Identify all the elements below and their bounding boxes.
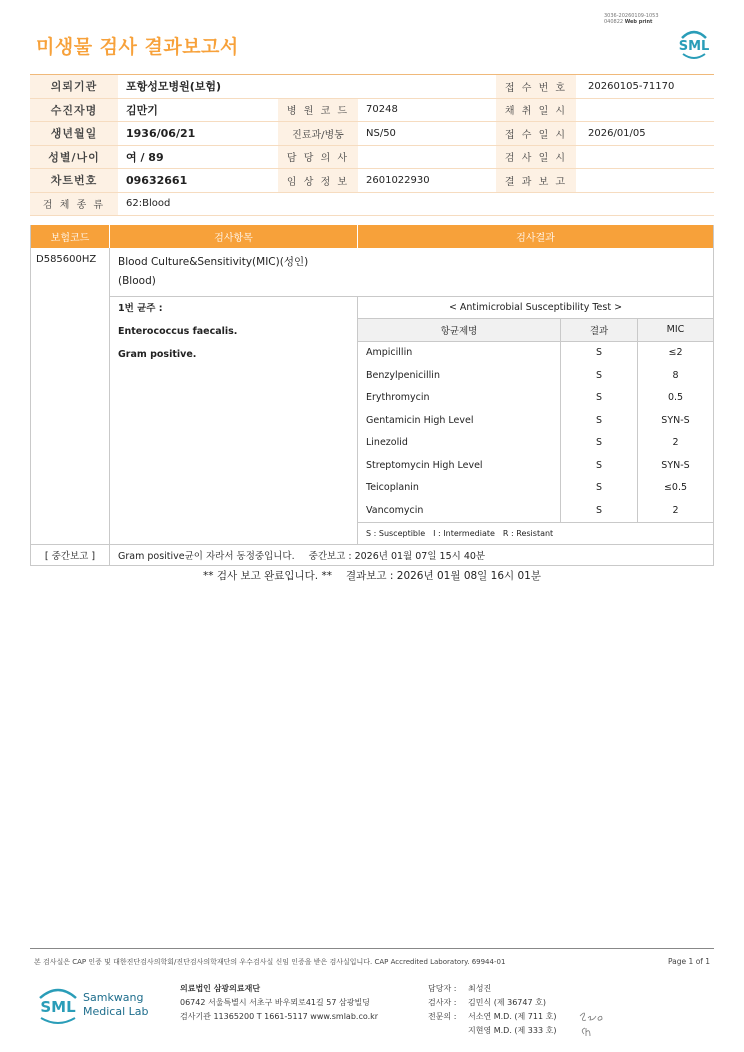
document-meta — [604, 13, 659, 25]
result-table — [30, 225, 714, 566]
ast-header-drug: 항균제명 — [358, 319, 561, 341]
ast-title: < Antimicrobial Susceptibility Test > — [358, 297, 713, 319]
table-row — [358, 342, 713, 365]
legend-resistant: R : Resistant — [502, 528, 554, 538]
staff-role: 담당자 : — [428, 984, 457, 993]
staff-role: 검사자 : — [428, 998, 457, 1007]
label-department: 진료과/병동 — [278, 122, 358, 145]
drug-mic: SYN-S — [661, 414, 690, 426]
info-row-chart — [30, 169, 714, 193]
header-test-item: 검사항목 — [110, 225, 358, 248]
label-receipt-time: 접 수 일 시 — [496, 122, 576, 145]
org-contact: 검사기관 11365200 T 1661-5117 www.smlab.co.kr — [180, 1012, 379, 1021]
drug-result: S — [561, 454, 638, 477]
test-name — [110, 248, 713, 297]
drug-name: Streptomycin High Level — [358, 454, 561, 477]
organism-name: Enterococcus faecalis. — [118, 326, 238, 337]
label-result-report: 결 과 보 고 — [496, 169, 576, 192]
drug-result: S — [561, 432, 638, 455]
organism-info — [110, 297, 358, 544]
value-birth-date: 1936/06/21 — [126, 126, 196, 140]
insurance-code: D585600HZ — [31, 248, 110, 544]
drug-name: Gentamicin High Level — [358, 409, 561, 432]
drug-name: Ampicillin — [358, 342, 561, 365]
drug-result: S — [561, 364, 638, 387]
value-chart-number: 09632661 — [126, 173, 188, 187]
ast-header-row — [358, 319, 713, 342]
info-row-birth — [30, 122, 714, 146]
test-name-line1: Blood Culture&Sensitivity(MIC)(성인) — [118, 256, 309, 268]
complete-time: 결과보고 : 2026년 01월 08일 16시 01분 — [345, 570, 541, 582]
header-insurance-code: 보험코드 — [31, 225, 110, 248]
label-patient-name: 수진자명 — [30, 99, 118, 122]
ast-header-result: 결과 — [561, 319, 638, 341]
drug-mic: ≤0.5 — [663, 482, 688, 494]
print-label: Web print — [624, 19, 653, 25]
drug-name: Benzylpenicillin — [358, 364, 561, 387]
label-specimen: 검 체 종 류 — [30, 193, 118, 216]
doc-id: 3036-20260109-1053 — [604, 13, 659, 19]
info-row-institution — [30, 75, 714, 99]
patient-info-table — [30, 74, 714, 216]
drug-name: Linezolid — [358, 432, 561, 455]
interim-time: 중간보고 : 2026년 01월 07일 15시 40분 — [308, 550, 486, 562]
drug-mic: 2 — [672, 504, 679, 516]
interim-label: [ 중간보고 ] — [31, 545, 110, 565]
org-address: 06742 서울특별시 서초구 바우뫼로41길 57 삼광빌딩 — [180, 998, 370, 1007]
sml-logo-small — [674, 24, 714, 64]
drug-mic: 8 — [672, 369, 679, 381]
svg-text:SML: SML — [678, 39, 710, 54]
organism-strain-label: 1번 균주 : — [118, 303, 163, 314]
footer-divider — [30, 948, 714, 949]
header-test-result: 검사결과 — [516, 233, 555, 244]
test-name-line2: (Blood) — [118, 275, 156, 287]
legend-susceptible: S : Susceptible — [366, 528, 426, 538]
drug-name: Vancomycin — [358, 499, 561, 522]
drug-result: S — [561, 387, 638, 410]
ast-legend — [358, 522, 713, 544]
organism-gram: Gram positive. — [118, 349, 197, 360]
label-birth-date: 생년월일 — [30, 122, 118, 145]
brand-name-line1: Samkwang — [83, 991, 144, 1004]
label-sex-age: 성별/나이 — [30, 146, 118, 169]
value-receipt-number: 20260105-71170 — [588, 80, 675, 92]
label-institution: 의뢰기관 — [30, 75, 118, 98]
page-title: 미생물 검사 결과보고서 — [36, 36, 239, 58]
value-hospital-code: 70248 — [366, 104, 398, 116]
staff-info — [428, 982, 556, 1038]
table-row — [358, 499, 713, 522]
staff-name: 김민식 (제 36747 호) — [468, 998, 546, 1007]
table-row — [358, 432, 713, 455]
drug-result: S — [561, 409, 638, 432]
label-receipt-number: 접 수 번 호 — [496, 75, 576, 98]
drug-mic: SYN-S — [661, 459, 690, 471]
info-row-specimen — [30, 193, 714, 217]
samkwang-logo — [36, 982, 176, 1028]
doc-code: 040822 — [604, 19, 624, 25]
staff-name: 지현영 M.D. (제 333 호) — [468, 1026, 557, 1035]
table-row — [358, 454, 713, 477]
drug-mic: 0.5 — [667, 392, 684, 404]
drug-result: S — [561, 499, 638, 522]
label-clinical-info: 임 상 정 보 — [278, 169, 358, 192]
value-sex-age: 여 / 89 — [126, 150, 164, 164]
result-header — [31, 225, 713, 248]
drug-result: S — [561, 342, 638, 365]
table-row — [358, 364, 713, 387]
result-body — [31, 248, 713, 544]
drug-mic: ≤2 — [668, 347, 683, 359]
drug-mic: 2 — [672, 437, 679, 449]
value-institution: 포항성모병원(보험) — [126, 80, 222, 94]
staff-role: 전문의 : — [428, 1012, 457, 1021]
accreditation-note: 본 검사실은 CAP 인증 및 대한진단검사의학회/진단검사의학재단의 우수검사실 신임 인증을 받은 검사실입니다. CAP Accredited Laboratory. 69944-01 — [34, 958, 506, 966]
brand-name-line2: Medical Lab — [83, 1005, 149, 1018]
table-row — [358, 387, 713, 410]
value-specimen: 62:Blood — [126, 198, 171, 210]
drug-result: S — [561, 477, 638, 500]
signature — [576, 1008, 610, 1040]
label-doctor: 담 당 의 사 — [278, 146, 358, 169]
ast-header-mic: MIC — [666, 324, 685, 336]
label-chart-number: 차트번호 — [30, 169, 118, 192]
table-row — [358, 409, 713, 432]
value-receipt-time: 2026/01/05 — [588, 127, 646, 139]
interim-text: Gram positive균이 자라서 동정중입니다. — [118, 550, 295, 562]
ast-table — [358, 297, 713, 544]
drug-name: Erythromycin — [358, 387, 561, 410]
info-row-sex-age — [30, 146, 714, 170]
label-test-time: 검 사 일 시 — [496, 146, 576, 169]
legend-intermediate: I : Intermediate — [433, 528, 495, 538]
svg-text:SML: SML — [40, 998, 76, 1016]
report-complete — [0, 568, 744, 583]
info-row-patient-name — [30, 99, 714, 123]
staff-name: 서소연 M.D. (제 711 호) — [468, 1012, 557, 1021]
interim-report-row — [31, 544, 713, 565]
staff-name: 최성진 — [468, 984, 492, 993]
table-row — [358, 477, 713, 500]
value-department: NS/50 — [366, 127, 396, 139]
org-name: 의료법인 삼광의료재단 — [180, 984, 261, 993]
page-number: Page 1 of 1 — [668, 957, 711, 966]
value-patient-name: 김만기 — [126, 103, 158, 117]
complete-text: ** 검사 보고 완료입니다. ** — [203, 570, 332, 582]
drug-name: Teicoplanin — [358, 477, 561, 500]
organization-info — [180, 982, 378, 1024]
value-clinical-info: 2601022930 — [366, 174, 430, 186]
label-collection-time: 채 취 일 시 — [496, 99, 576, 122]
label-hospital-code: 병 원 코 드 — [278, 99, 358, 122]
